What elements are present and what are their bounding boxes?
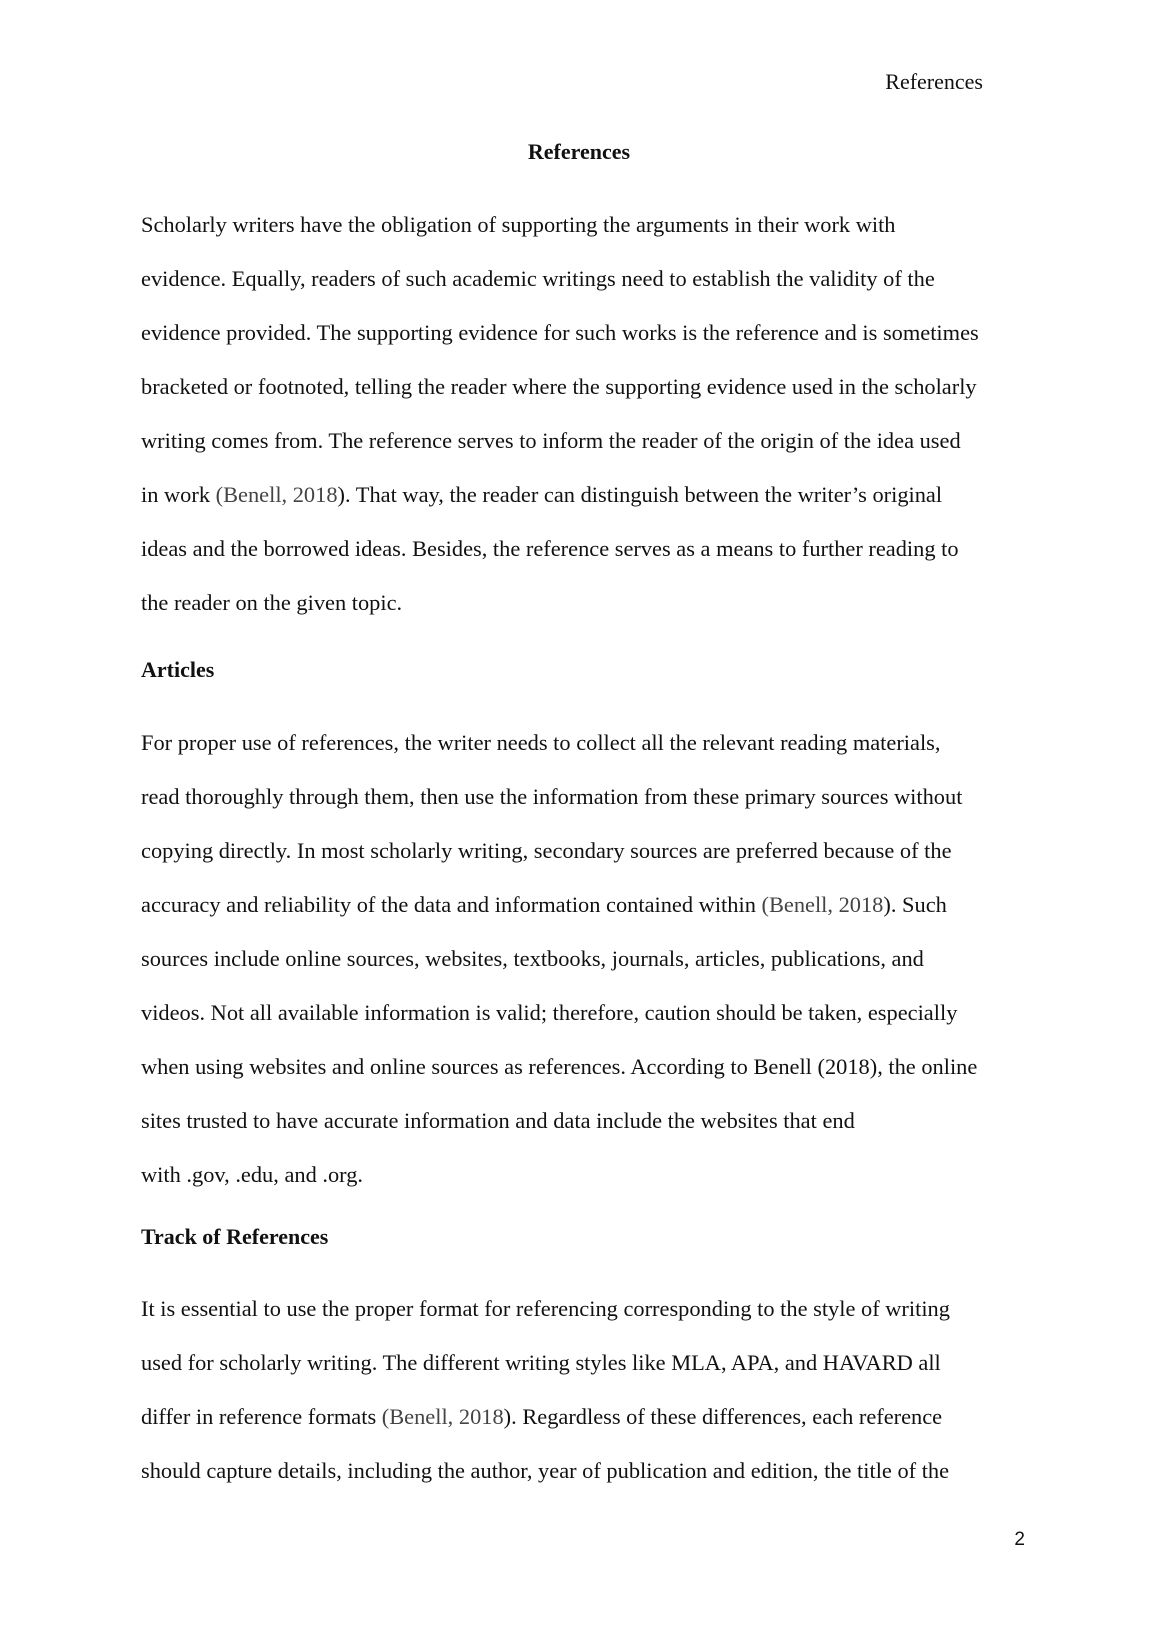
page-title: References	[527, 139, 631, 164]
text-line: used for scholarly writing. The different writing styles like MLA, APA, and HAVARD all	[141, 1350, 941, 1375]
intro-paragraph	[141, 198, 1021, 630]
page-number: 2	[1014, 1529, 1025, 1550]
text-line: with .gov, .edu, and .org.	[141, 1162, 364, 1187]
text-line: evidence provided. The supporting evidence for such works is the reference and is sometimes	[141, 320, 979, 345]
text-line: writing comes from. The reference serves to inform the reader of the origin of the idea used	[141, 428, 961, 453]
text-segment: differ in reference formats	[141, 1404, 382, 1429]
running-head: References	[885, 69, 983, 94]
text-line: evidence. Equally, readers of such academic writings need to establish the validity of the	[141, 266, 935, 291]
text-segment: accuracy and reliability of the data and information contained within	[141, 892, 762, 917]
text-line: copying directly. In most scholarly writing, secondary sources are preferred because of the	[141, 838, 952, 863]
section-heading-track-of-references: Track of References	[141, 1224, 329, 1249]
articles-paragraph	[141, 716, 1021, 1202]
citation: (Benell, 2018	[215, 482, 338, 507]
text-segment: ). Such	[883, 892, 947, 917]
text-line: should capture details, including the author, year of publication and edition, the title of the	[141, 1458, 950, 1483]
text-line: Scholarly writers have the obligation of supporting the arguments in their work with	[141, 212, 896, 237]
text-line: For proper use of references, the writer needs to collect all the relevant reading materials,	[141, 730, 941, 755]
text-line	[141, 468, 1021, 522]
text-line	[141, 1390, 1021, 1444]
text-line: sources include online sources, websites, textbooks, journals, articles, publications, and	[141, 946, 924, 971]
text-line: It is essential to use the proper format for referencing corresponding to the style of writing	[141, 1296, 950, 1321]
text-line: the reader on the given topic.	[141, 590, 403, 615]
text-line: bracketed or footnoted, telling the reader where the supporting evidence used in the scholarly	[141, 374, 977, 399]
text-segment: ). That way, the reader can distinguish between the writer’s original	[337, 482, 943, 507]
citation: (Benell, 2018	[381, 1404, 504, 1429]
track-paragraph	[141, 1282, 1021, 1498]
text-line: when using websites and online sources as references. According to Benell (2018), the online	[141, 1054, 978, 1079]
text-line: ideas and the borrowed ideas. Besides, the reference serves as a means to further reading to	[141, 536, 959, 561]
text-line	[141, 878, 1021, 932]
citation: (Benell, 2018	[761, 892, 884, 917]
text-segment: ). Regardless of these differences, each reference	[503, 1404, 943, 1429]
text-segment: in work	[141, 482, 216, 507]
text-line: videos. Not all available information is valid; therefore, caution should be taken, especially	[141, 1000, 958, 1025]
text-line: sites trusted to have accurate information and data include the websites that end	[141, 1108, 855, 1133]
section-heading-articles: Articles	[141, 657, 215, 682]
text-line: read thoroughly through them, then use the information from these primary sources without	[141, 784, 963, 809]
